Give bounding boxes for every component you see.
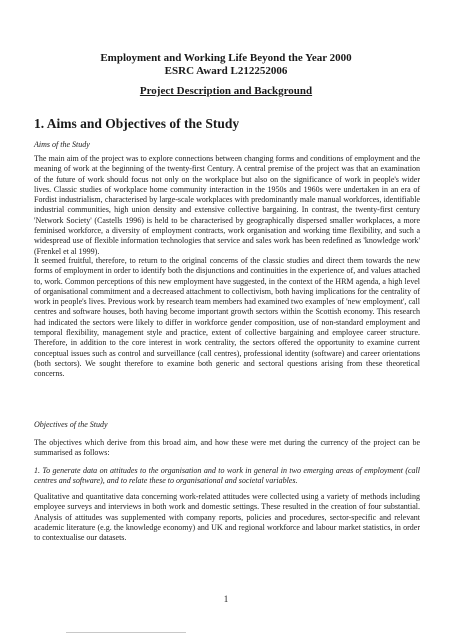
- paragraph-4: Qualitative and quantitative data concerning work-related attitudes were collected using a variety of methods including employee surveys and interviews in both work and domestic settings. These resulted in the creation of four substantial. Analysis of attitudes was supplemented with company reports, policies and procedures, sector-specific and relevant academic literature (e.g. the knowledge economy) and UK and regional workforce and labour market statistics, in order to contextualise our datasets.: [34, 492, 420, 543]
- subheading-objectives: Objectives of the Study: [34, 420, 108, 429]
- document-title: Employment and Working Life Beyond the Year 2000: [100, 52, 352, 64]
- paragraph-2: It seemed fruitful, therefore, to return to the original concerns of the classic studies and direct them towards the new forms of employment in order to identify both the disjunctions and continuities in the experience of, and values attached to, work. Common perceptions of this new employment have suggested, in the context of the HRM agenda, a high level of organisational commitment and a decreased attachment to collectivism, both having implications for the centrality of work in people's lives. Previous work by research team members had examined two examples of 'new employment', call centres and software houses, both having become important growth sectors within the Scottish economy. This research had indicated the sectors were likely to differ in workforce gender composition, use of non-standard employment and temporal flexibility, management style and practice, extent of collective bargaining and employee career structure. Therefore, in addition to the core interest in work centrality, the sectors offered the opportunity to examine current conceptual issues such as control and surveillance (call centres), professional identity (software) and career orientations (both sectors). We sought therefore to examine both generic and sectoral questions arising from these theoretical concerns.: [34, 256, 420, 379]
- paragraph-1: The main aim of the project was to explore connections between changing forms and conditions of employment and the meaning of work at the beginning of the twenty-first Century. A central premise of the project was that an examination of the future of work should focus not only on the workplace but also on the significance of work in people's wider lives. Classic studies of workplace home community interaction in the 1950s and 1960s were undertaken in an era of Fordist industrialism, characterised by large-scale workplaces with predominantly male manual workforces, identifiable industrial communities, high union density and extensive collective bargaining. In contrast, the twenty-first century 'Network Society' (Castells 1996) is held to be characterised by geographically dispersed smaller workplaces, a more feminised workforce, a diversity of employment contracts, work organisation and working time flexibility, and such a widespread use of flexible information technologies that service and sales work has been redefined as 'knowledge work' (Frenkel et al 1999).: [34, 154, 420, 256]
- page-number: 1: [223, 594, 229, 604]
- footer-rule: [66, 632, 186, 633]
- paragraph-3: The objectives which derive from this broad aim, and how these were met during the currency of the project can be summarised as follows:: [34, 438, 420, 458]
- objective-1: 1. To generate data on attitudes to the organisation and to work in general in two emerging areas of employment (call centres and software), and to relate these to organisational and societal variables.: [34, 466, 420, 486]
- section-title: Project Description and Background: [139, 85, 313, 97]
- section-heading-aims-objectives: 1. Aims and Objectives of the Study: [34, 116, 240, 131]
- award-number: ESRC Award L212252006: [164, 65, 288, 77]
- subheading-aims: Aims of the Study: [34, 140, 90, 149]
